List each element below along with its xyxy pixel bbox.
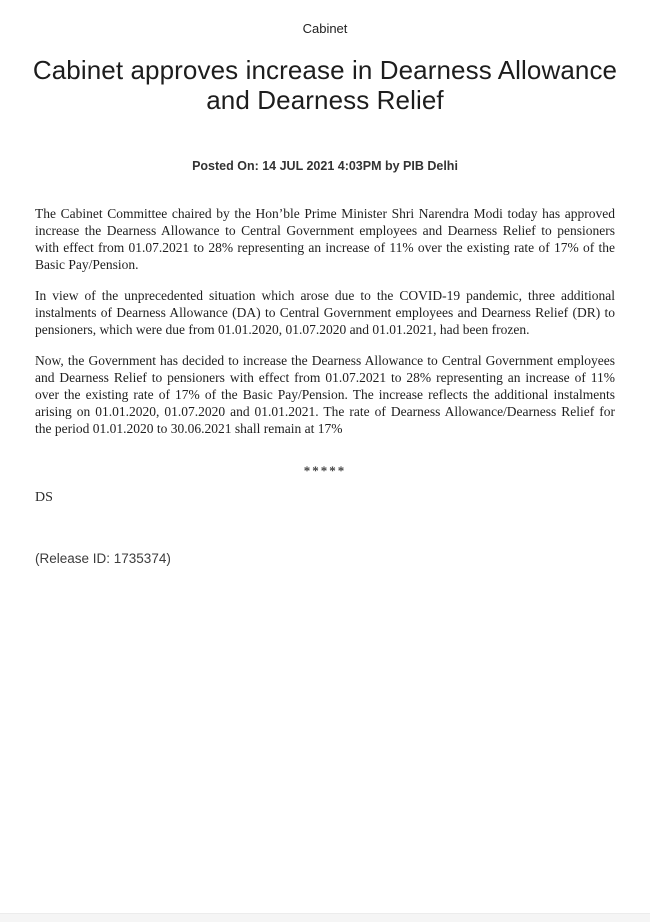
article-paragraph-2: In view of the unprecedented situation which arose due to the COVID-19 pandemic, three additional instalments of Dearness Allowance (DA) to Central Government employees and Dearness Relief (DR) to pensioners, which were due from 01.01.2020, 01.07.2020 and 01.01.2021, had been frozen. <box>35 288 615 337</box>
article-body <box>35 205 615 437</box>
page-title-line-2: and Dearness Relief <box>206 85 444 115</box>
author-initials: DS <box>35 490 53 505</box>
bottom-edge-strip <box>0 913 650 922</box>
category-label: Cabinet <box>302 21 348 36</box>
article-paragraph-3: Now, the Government has decided to increase the Dearness Allowance to Central Government employees and Dearness Relief to pensioners with effect from 01.07.2021 to 28% representing an increase of 11% over the existing rate of 17% of the Basic Pay/Pension. The increase reflects the additional instalments arising on 01.01.2020, 01.07.2020 and 01.01.2021. The rate of Dearness Allowance/Dearness Relief for the period 01.01.2020 to 30.06.2021 shall remain at 17% <box>35 353 615 436</box>
separator-stars: ***** <box>303 463 347 478</box>
release-id-label: (Release ID: 1735374) <box>35 551 171 566</box>
page-title <box>28 55 622 115</box>
page-title-line-1: Cabinet approves increase in Dearness Allowance <box>32 55 618 85</box>
article-paragraph-1: The Cabinet Committee chaired by the Hon’ble Prime Minister Shri Narendra Modi today has approved increase the Dearness Allowance to Central Government employees and Dearness Relief to pensioners with effect from 01.07.2021 to 28% representing an increase of 11% over the existing rate of 17% of the Basic Pay/Pension. <box>35 206 615 272</box>
posted-on-line: Posted On: 14 JUL 2021 4:03PM by PIB Delhi <box>192 159 458 173</box>
